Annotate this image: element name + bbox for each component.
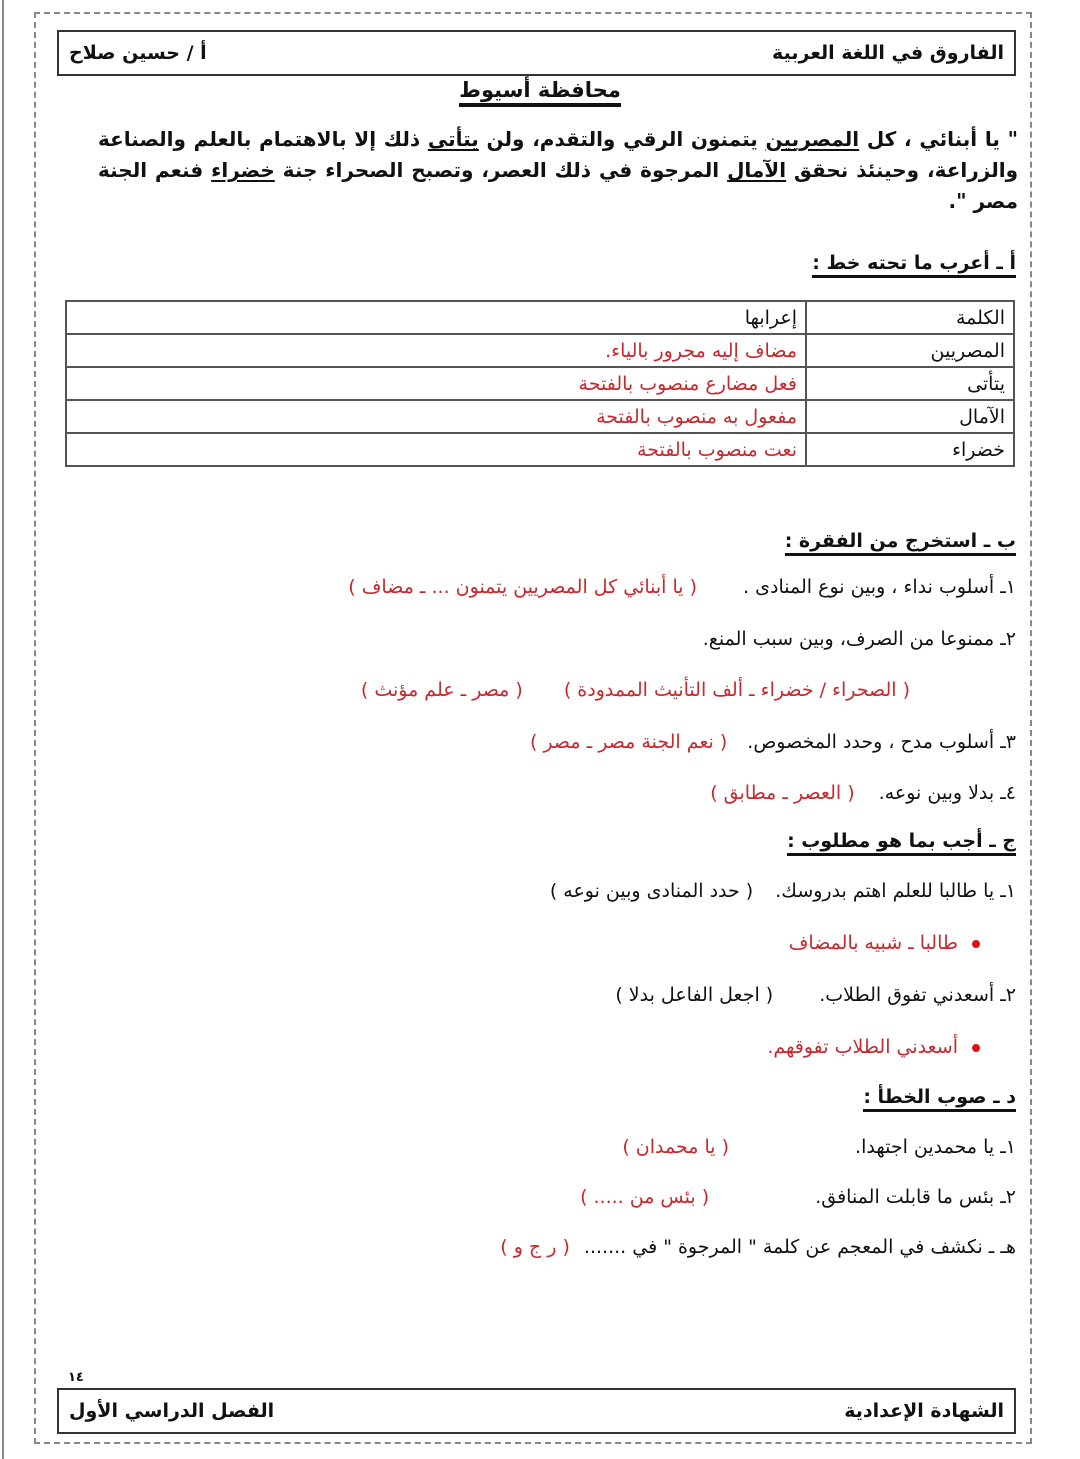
bullet-icon [972,1044,980,1052]
certificate-label: الشهادة الإعدادية [844,1400,1004,1422]
underlined-word: يتأتى [427,127,479,151]
table-row: المصريين مضاف إليه مجرور بالياء. [66,334,1014,367]
section-c-heading: ج ـ أجب بما هو مطلوب : [787,830,1016,852]
table-row: خضراء نعت منصوب بالفتحة [66,433,1014,466]
section-d-heading: د ـ صوب الخطأ : [863,1086,1016,1108]
book-title: الفاروق في اللغة العربية [772,42,1004,64]
irab-table [65,300,1015,467]
question-b3: ٣ـ أسلوب مدح ، وحدد المخصوص. ( نعم الجنة مصر ـ مصر ) [529,731,1016,753]
table-header-row [66,301,1014,334]
answer-b2: ( الصحراء / خضراء ـ ألف التأنيث الممدودة ) ( مصر ـ علم مؤنث ) [360,679,910,701]
answer: ( العصر ـ مطابق ) [710,782,855,804]
page-edge [2,0,4,1459]
page-title: محافظة أسيوط [0,78,1080,102]
semester-label: الفصل الدراسي الأول [69,1400,275,1422]
question-b2: ٢ـ ممنوعا من الصرف، وبين سبب المنع. [702,628,1016,650]
answer-c1: طالبا ـ شبيه بالمضاف [789,932,980,954]
question-e: هـ ـ نكشف في المعجم عن كلمة " المرجوة " في ....... ( ر ج و ) [500,1236,1016,1258]
underlined-word: خضراء [211,158,275,182]
table-row: الآمال مفعول به منصوب بالفتحة [66,400,1014,433]
answer-c2: أسعدني الطلاب تفوقهم. [767,1036,980,1058]
question-c1: ١ـ يا طالبا للعلم اهتم بدروسك. ( حدد المنادى وبين نوعه ) [549,880,1016,902]
section-a-heading: أ ـ أعرب ما تحته خط : [812,252,1016,274]
footer-bar [57,1388,1016,1434]
bullet-icon [972,940,980,948]
answer: ( يا أبنائي كل المصريين يتمنون ... ـ مضاف ) [348,576,698,598]
section-b-heading: ب ـ استخرج من الفقرة : [785,530,1016,552]
page-number: ١٤ [68,1370,84,1385]
answer: ( يا محمدان ) [622,1136,729,1158]
answer: ( نعم الجنة مصر ـ مصر ) [529,731,728,753]
table-row: يتأتى فعل مضارع منصوب بالفتحة [66,367,1014,400]
header-word: الكلمة [806,301,1014,334]
passage: " يا أبنائي ، كل المصريين يتمنون الرقي والتقدم، ولن يتأتى ذلك إلا بالاهتمام بالعلم والصناعة والزراعة، وحينئذ نحقق الآمال المرجوة في ذلك العصر، وتصبح الصحراء جنة خضراء فنعم الجنة مصر ". [98,127,1019,213]
question-b4: ٤ـ بدلا وبين نوعه. ( العصر ـ مطابق ) [710,782,1016,804]
page-frame [34,12,1032,1444]
header-irab: إعرابها [544,301,806,334]
question-b1: ١ـ أسلوب نداء ، وبين نوع المنادى . ( يا أبنائي كل المصريين يتمنون ... ـ مضاف ) [348,576,1016,598]
question-d1: ١ـ يا محمدين اجتهدا. ( يا محمدان ) [622,1136,1016,1158]
header-bar [57,30,1016,76]
question-d2: ٢ـ بئس ما قابلت المنافق. ( بئس من ..... ) [580,1186,1016,1208]
underlined-word: المصريين [765,127,860,151]
author-name: أ / حسين صلاح [69,42,207,64]
answer: ( بئس من ..... ) [580,1186,710,1208]
answer: ( ر ج و ) [500,1236,570,1258]
question-c2: ٢ـ أسعدني تفوق الطلاب. ( اجعل الفاعل بدلا ) [615,984,1016,1006]
underlined-word: الآمال [727,158,787,182]
